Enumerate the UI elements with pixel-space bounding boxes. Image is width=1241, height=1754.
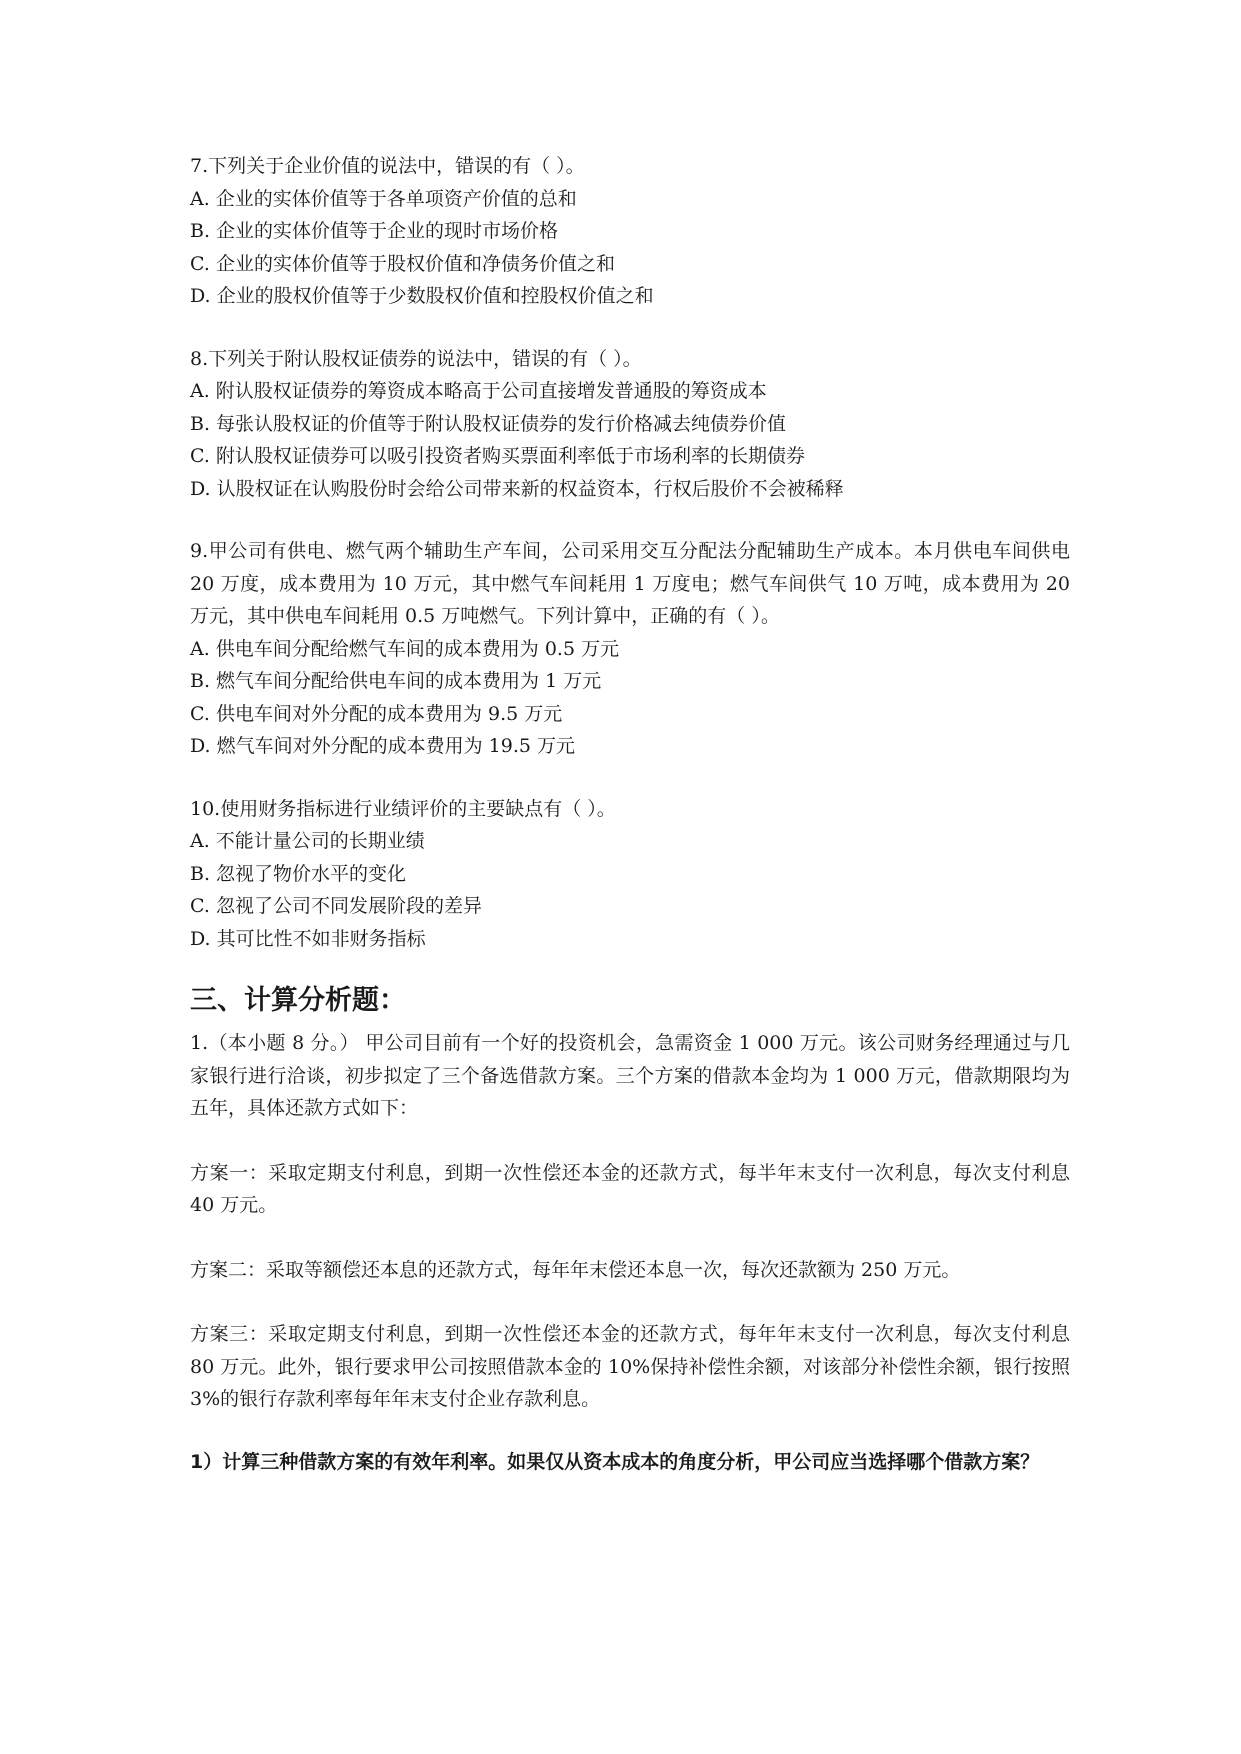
section-title: 三、计算分析题： <box>190 985 406 1016</box>
option-d: D. 燃气车间对外分配的成本费用为 19.5 万元 <box>190 735 576 757</box>
plan-three: 方案三：采取定期支付利息，到期一次性偿还本金的还款方式，每年年末支付一次利息，每次支付利息 80 万元。此外，银行要求甲公司按照借款本金的 10%保持补偿性余额，对该部分补偿性余额，银行按照 3%的银行存款利率每年年末支付企业存款利息。 <box>190 1323 1070 1410</box>
question-8 <box>190 343 1070 506</box>
option-d: D. 企业的股权价值等于少数股权价值和控股权价值之和 <box>190 285 654 307</box>
option-b: B. 忽视了物价水平的变化 <box>190 862 407 885</box>
question-stem: 7.下列关于企业价值的说法中，错误的有（ ）。 <box>190 155 585 177</box>
question-9 <box>190 535 1070 763</box>
option-c: C. 供电车间对外分配的成本费用为 9.5 万元 <box>190 702 563 725</box>
option-a: A. 附认股权证债券的筹资成本略高于公司直接增发普通股的筹资成本 <box>190 380 767 402</box>
option-d: D. 认股权证在认购股份时会给公司带来新的权益资本，行权后股价不会被稀释 <box>190 477 844 500</box>
problem-intro: 1.（本小题 8 分。） 甲公司目前有一个好的投资机会，急需资金 1 000 万元。该公司财务经理通过与几家银行进行洽谈，初步拟定了三个备选借款方案。三个方案的借款本金均为 1 000 万元，借款期限均为五年，具体还款方式如下： <box>190 1032 1070 1119</box>
option-c: C. 附认股权证债券可以吸引投资者购买票面利率低于市场利率的长期债券 <box>190 445 805 467</box>
option-a: A. 企业的实体价值等于各单项资产价值的总和 <box>190 187 577 210</box>
question-stem: 8.下列关于附认股权证债券的说法中，错误的有（ ）。 <box>190 347 642 370</box>
question-stem: 10.使用财务指标进行业绩评价的主要缺点有（ ）。 <box>190 797 616 820</box>
option-a: A. 供电车间分配给燃气车间的成本费用为 0.5 万元 <box>190 637 620 660</box>
sub-question-1: 1）计算三种借款方案的有效年利率。如果仅从资本成本的角度分析，甲公司应当选择哪个借款方案？ <box>190 1450 1040 1473</box>
plan-one: 方案一：采取定期支付利息，到期一次性偿还本金的还款方式，每半年末支付一次利息，每次支付利息 40 万元。 <box>190 1161 1070 1216</box>
document-page <box>190 150 1070 1478</box>
option-c: C. 企业的实体价值等于股权价值和净债务价值之和 <box>190 252 615 275</box>
option-d: D. 其可比性不如非财务指标 <box>190 927 426 950</box>
question-7 <box>190 150 1070 313</box>
option-c: C. 忽视了公司不同发展阶段的差异 <box>190 895 482 917</box>
option-b: B. 每张认股权证的价值等于附认股权证债券的发行价格减去纯债券价值 <box>190 412 787 435</box>
option-b: B. 企业的实体价值等于企业的现时市场价格 <box>190 220 559 242</box>
option-b: B. 燃气车间分配给供电车间的成本费用为 1 万元 <box>190 670 602 692</box>
question-10 <box>190 793 1070 956</box>
question-stem: 9.甲公司有供电、燃气两个辅助生产车间，公司采用交互分配法分配辅助生产成本。本月供电车间供电 20 万度，成本费用为 10 万元，其中燃气车间耗用 1 万度电；燃气车间供气 10 万吨，成本费用为 20 万元，其中供电车间耗用 0.5 万吨燃气。下列计算中，正确的有（ ）。 <box>190 540 1070 627</box>
option-a: A. 不能计量公司的长期业绩 <box>190 830 425 852</box>
plan-two: 方案二：采取等额偿还本息的还款方式，每年年末偿还本息一次，每次还款额为 250 万元。 <box>190 1258 961 1281</box>
